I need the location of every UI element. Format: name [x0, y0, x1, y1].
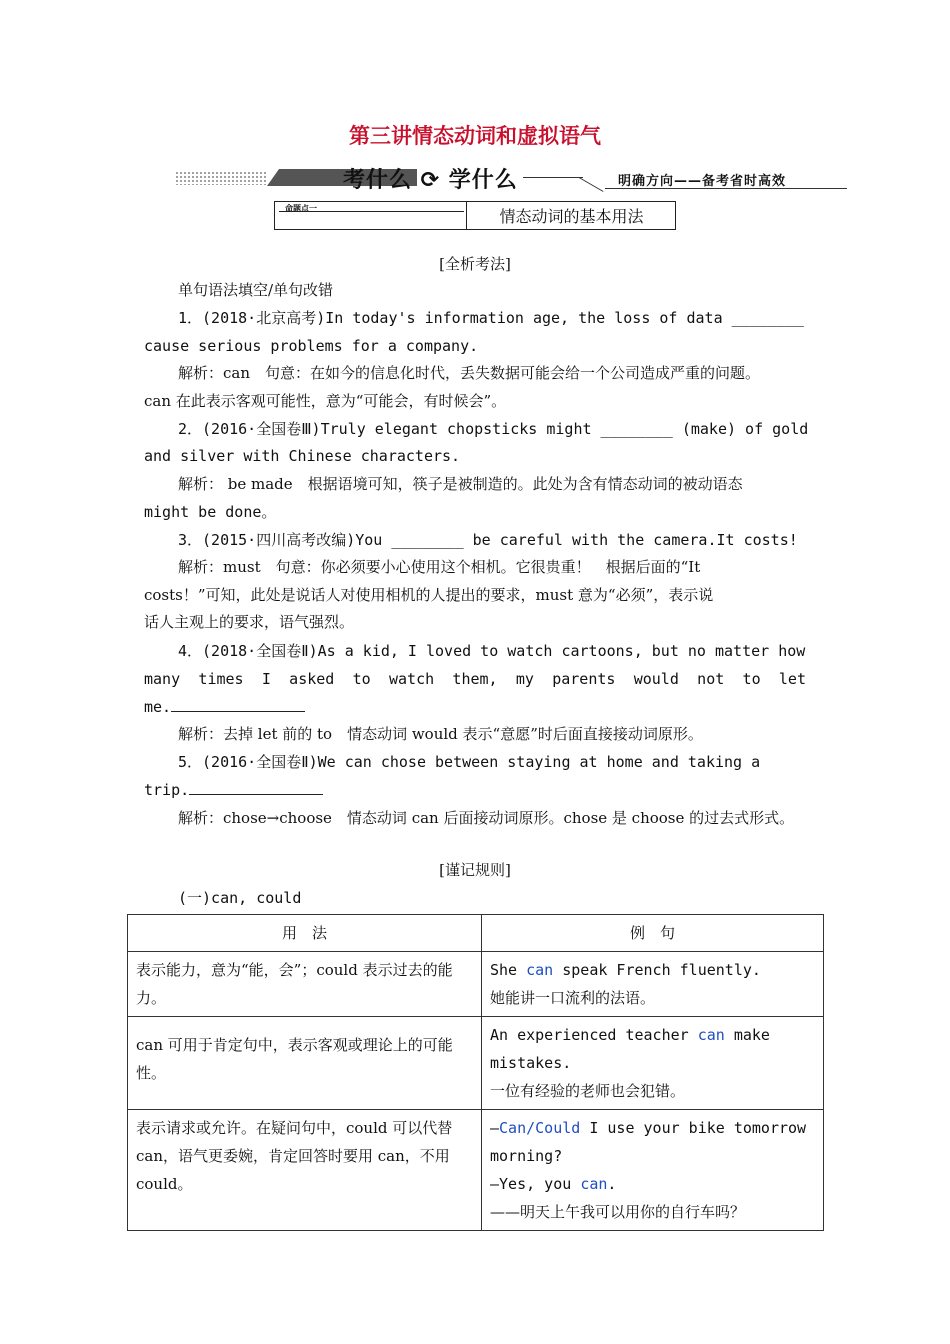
answer-2-line-2: might be done。 — [144, 503, 277, 521]
banner-dots — [175, 171, 267, 185]
question-2-line-2: and silver with Chinese characters. — [144, 447, 461, 465]
section-banner — [175, 163, 847, 191]
rules-table — [127, 914, 824, 1231]
question-1-line-1: 1．(2018·北京高考)In today's information age, the loss of data ________ — [178, 309, 804, 327]
answer-2-line-1: 解析： be made 根据语境可知，筷子是被制造的。此处为含有情态动词的被动语态 — [178, 475, 743, 493]
usage-cell: can 可用于肯定句中，表示客观或理论上的可能性。 — [128, 1017, 482, 1110]
page-title: 第三讲情态动词和虚拟语气 — [349, 124, 601, 148]
answer-5-line-1: 解析：chose→choose 情态动词 can 后面接动词原形。chose 是 choose 的过去式形式。 — [178, 809, 795, 827]
question-4-line-2: many times I asked to watch them, my parents would not to let — [144, 670, 806, 688]
question-3-line-1: 3．(2015·四川高考改编)You ________ be careful with the camera.It costs! — [178, 531, 798, 549]
question-4-line-1: 4．(2018·全国卷Ⅱ)As a kid, I loved to watch cartoons, but no matter how — [178, 642, 806, 660]
example-cell: An experienced teacher can make mistakes. 一位有经验的老师也会犯错。 — [482, 1017, 824, 1110]
banner-subtitle: 明确方向——备考省时高效 — [618, 174, 787, 189]
table-row — [128, 1110, 824, 1231]
table-row — [128, 1017, 824, 1110]
question-type: 单句语法填空/单句改错 — [178, 281, 334, 299]
table-row — [128, 952, 824, 1017]
topic-box — [274, 201, 676, 230]
table-header-example: 例 句 — [482, 915, 824, 952]
answer-1-line-1: 解析：can 句意：在如今的信息化时代，丢失数据可能会给一个公司造成严重的问题。 — [178, 364, 761, 382]
rules-heading: [谨记规则] — [439, 861, 511, 879]
example-cell: She can speak French fluently. 她能讲一口流利的法语。 — [482, 952, 824, 1017]
rules-subheading: (一)can, could — [178, 889, 302, 907]
question-4-line-3: me. — [144, 697, 305, 717]
table-header-usage: 用 法 — [128, 915, 482, 952]
section-heading: [全析考法] — [439, 255, 511, 273]
question-2-line-1: 2．(2016·全国卷Ⅲ)Truly elegant chopsticks might ________ (make) of gold — [178, 420, 809, 438]
answer-3-line-3: 话人主观上的要求，语气强烈。 — [144, 613, 355, 631]
question-5-line-2: trip. — [144, 780, 323, 800]
answer-1-line-2: can 在此表示客观可能性，意为“可能会，有时候会”。 — [144, 392, 507, 410]
usage-cell: 表示请求或允许。在疑问句中，could 可以代替 can，语气更委婉，肯定回答时要用 can，不用 could。 — [128, 1110, 482, 1231]
usage-cell: 表示能力，意为“能，会”；could 表示过去的能力。 — [128, 952, 482, 1017]
topic-label: 命题点一 — [285, 204, 317, 213]
answer-4-line-1: 解析：去掉 let 前的 to 情态动词 would 表示“意愿”时后面直接接动词原形。 — [178, 725, 703, 743]
answer-3-line-2: costs！”可知，此处是说话人对使用相机的人提出的要求，must 意为“必须”，表示说 — [144, 586, 714, 604]
question-5-line-1: 5．(2016·全国卷Ⅱ)We can chose between staying at home and taking a — [178, 753, 761, 771]
example-cell: —Can/Could I use your bike tomorrow morning? —Yes, you can. ——明天上午我可以用你的自行车吗？ — [482, 1110, 824, 1231]
question-1-line-2: cause serious problems for a company. — [144, 337, 479, 355]
banner-title: 考什么 ⟳ 学什么 — [343, 168, 518, 193]
topic-name: 情态动词的基本用法 — [499, 207, 644, 226]
answer-3-line-1: 解析：must 句意：你必须要小心使用这个相机。它很贵重！ 根据后面的“It — [178, 558, 701, 576]
